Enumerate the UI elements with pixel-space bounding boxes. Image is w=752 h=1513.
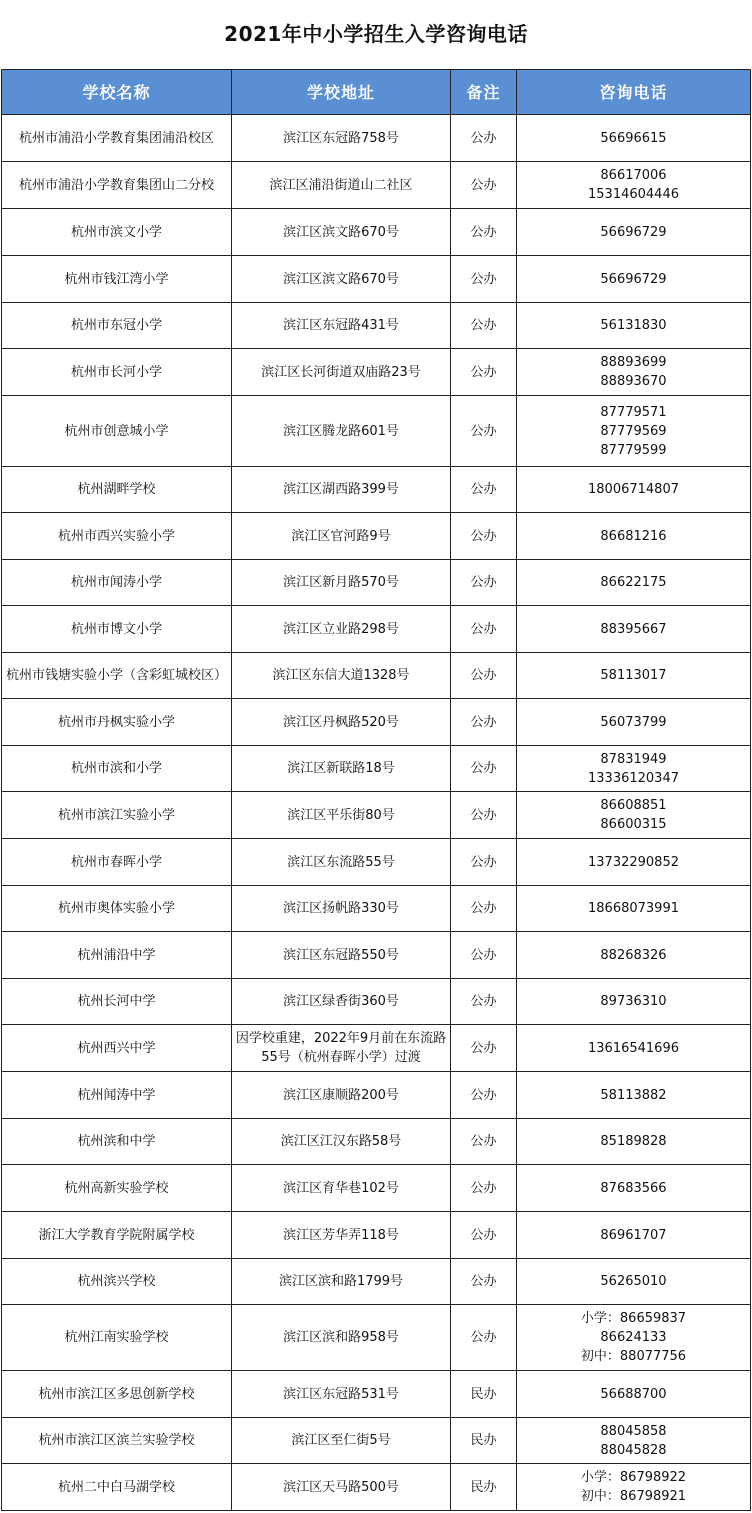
- school-address-cell: [232, 303, 451, 349]
- phone-number: 87779571: [600, 404, 667, 420]
- school-address-line: 滨江区东冠路531号: [283, 1386, 399, 1402]
- school-name-cell: [2, 932, 232, 979]
- school-address-cell: [232, 932, 451, 979]
- school-name-cell: [2, 606, 232, 653]
- phone-number: 13732290852: [588, 854, 679, 870]
- school-name: 杭州市滨和小学: [70, 761, 162, 776]
- header-school-address: 学校地址: [232, 70, 451, 115]
- school-name: 杭州湖畔学校: [77, 482, 156, 497]
- header-school-name: 学校名称: [2, 70, 232, 115]
- note-cell: 公办: [451, 256, 517, 303]
- phone-cell: [517, 792, 751, 839]
- school-name-cell: [2, 560, 232, 606]
- school-address-line: 滨江区天马路500号: [283, 1479, 399, 1495]
- school-address-cell: [232, 560, 451, 606]
- phone-number: 56073799: [600, 714, 667, 730]
- school-name: 杭州市钱江湾小学: [64, 271, 169, 287]
- school-name-cell: [2, 162, 232, 209]
- school-address-line: 滨江区湖西路399号: [283, 482, 399, 497]
- phone-number: 86617006: [600, 168, 667, 183]
- note-cell: 公办: [451, 1025, 517, 1072]
- school-name: 杭州滨和中学: [77, 1134, 156, 1149]
- phone-cell: [517, 1165, 751, 1212]
- school-address-line: 滨江区芳华弄118号: [283, 1227, 399, 1243]
- phone-number: 89736310: [600, 994, 667, 1009]
- school-address-line: 滨江区新联路18号: [287, 761, 395, 776]
- phone-number: 初中：88077756: [580, 1349, 687, 1364]
- school-address-cell: [232, 1025, 451, 1072]
- phone-cell: [517, 886, 751, 932]
- school-address-line: 滨江区绿香街360号: [283, 994, 399, 1009]
- school-name-cell: [2, 1371, 232, 1418]
- school-name: 杭州市滨江区多思创新学校: [38, 1386, 195, 1402]
- school-address-cell: [232, 979, 451, 1025]
- school-name: 杭州市钱塘实验小学（含彩虹城校区）: [5, 668, 227, 683]
- note-cell: 民办: [451, 1464, 517, 1511]
- phone-cell: [517, 1464, 751, 1511]
- school-name-cell: [2, 467, 232, 513]
- phone-number: 87779569: [600, 423, 667, 439]
- phone-number: 87831949: [600, 751, 667, 767]
- table-row: [2, 1371, 751, 1418]
- school-address-cell: [232, 699, 451, 746]
- phone-cell: [517, 513, 751, 560]
- note-cell: 公办: [451, 162, 517, 209]
- phone-number: 86624133: [600, 1330, 667, 1345]
- table-row: [2, 1072, 751, 1119]
- table-row: [2, 1418, 751, 1464]
- school-name-cell: [2, 303, 232, 349]
- phone-number: 18668073991: [588, 901, 679, 916]
- school-address-cell: [232, 256, 451, 303]
- phone-cell: [517, 1212, 751, 1259]
- school-name: 杭州市西兴实验小学: [57, 528, 175, 544]
- phone-number: 58113017: [600, 668, 667, 683]
- school-name-cell: [2, 979, 232, 1025]
- phone-number: 88893699: [600, 355, 667, 370]
- school-name: 杭州市滨文小学: [70, 224, 162, 240]
- phone-number: 58113882: [600, 1087, 667, 1103]
- school-name: 杭州高新实验学校: [64, 1180, 169, 1196]
- note-cell: 公办: [451, 1212, 517, 1259]
- school-name-cell: [2, 1418, 232, 1464]
- school-address-line: 滨江区东信大道1328号: [272, 668, 410, 683]
- school-address-line: 滨江区江汉东路58号: [280, 1134, 402, 1149]
- table-row: [2, 1165, 751, 1212]
- admission-phone-table: [1, 69, 751, 1511]
- table-row: [2, 396, 751, 467]
- phone-number: 86622175: [600, 575, 667, 590]
- school-name: 杭州浦沿中学: [77, 947, 156, 963]
- school-address-cell: [232, 513, 451, 560]
- phone-number: 86600315: [600, 817, 667, 832]
- school-name: 杭州市博文小学: [70, 621, 162, 637]
- note-cell: 公办: [451, 1119, 517, 1165]
- school-address-cell: [232, 1165, 451, 1212]
- note-cell: 民办: [451, 1371, 517, 1418]
- table-row: [2, 1119, 751, 1165]
- school-name: 杭州西兴中学: [77, 1040, 156, 1056]
- school-name: 杭州市滨江实验小学: [57, 807, 175, 823]
- table-row: [2, 162, 751, 209]
- school-address-line: 滨江区腾龙路601号: [283, 423, 399, 439]
- table-row: [2, 886, 751, 932]
- note-cell: 公办: [451, 303, 517, 349]
- school-address-cell: [232, 792, 451, 839]
- school-address-cell: [232, 653, 451, 699]
- school-name-cell: [2, 1259, 232, 1305]
- school-name: 杭州长河中学: [77, 994, 156, 1009]
- school-address-cell: [232, 1259, 451, 1305]
- phone-cell: [517, 396, 751, 467]
- phone-cell: [517, 1371, 751, 1418]
- school-address-line: 滨江区东流路55号: [287, 854, 395, 870]
- phone-cell: [517, 653, 751, 699]
- school-address-cell: [232, 1305, 451, 1371]
- table-row: [2, 467, 751, 513]
- phone-cell: [517, 746, 751, 792]
- note-cell: 公办: [451, 979, 517, 1025]
- phone-cell: [517, 699, 751, 746]
- school-name-cell: [2, 746, 232, 792]
- school-address-line: 因学校重建，2022年9月前在东流路: [235, 1031, 447, 1046]
- school-address-line: 滨江区滨文路670号: [283, 271, 399, 287]
- phone-cell: [517, 162, 751, 209]
- table-row: [2, 1305, 751, 1371]
- school-address-line: 滨江区至仁街5号: [291, 1433, 391, 1448]
- school-name: 杭州市长河小学: [70, 364, 162, 380]
- school-name-cell: [2, 115, 232, 162]
- school-address-line: 滨江区长河街道双庙路23号: [261, 364, 421, 380]
- school-address-line: 滨江区新月路570号: [283, 575, 399, 590]
- table-row: [2, 699, 751, 746]
- note-cell: 公办: [451, 886, 517, 932]
- note-cell: 公办: [451, 792, 517, 839]
- school-address-line: 滨江区扬帆路330号: [283, 901, 399, 916]
- table-row: [2, 560, 751, 606]
- school-name-cell: [2, 1165, 232, 1212]
- school-address-cell: [232, 115, 451, 162]
- school-address-line: 滨江区滨文路670号: [283, 224, 399, 240]
- school-name-cell: [2, 1025, 232, 1072]
- school-address-cell: [232, 1371, 451, 1418]
- phone-cell: [517, 209, 751, 256]
- note-cell: 公办: [451, 746, 517, 792]
- phone-number: 85189828: [600, 1134, 667, 1149]
- school-address-cell: [232, 746, 451, 792]
- phone-number: 13336120347: [588, 770, 679, 786]
- school-name-cell: [2, 1072, 232, 1119]
- note-cell: 公办: [451, 1259, 517, 1305]
- phone-cell: [517, 560, 751, 606]
- school-name-cell: [2, 1305, 232, 1371]
- school-name: 杭州市奥体实验小学: [57, 901, 175, 916]
- school-address-cell: [232, 396, 451, 467]
- table-row: [2, 1212, 751, 1259]
- school-name: 浙江大学教育学院附属学校: [38, 1227, 195, 1243]
- school-address-cell: [232, 606, 451, 653]
- table-row: [2, 1259, 751, 1305]
- school-name: 杭州市丹枫实验小学: [57, 714, 175, 730]
- table-row: [2, 1025, 751, 1072]
- table-row: [2, 653, 751, 699]
- school-address-line: 滨江区康顺路200号: [283, 1087, 399, 1103]
- school-address-line: 滨江区丹枫路520号: [283, 714, 399, 730]
- phone-number: 56696615: [600, 130, 667, 146]
- table-header-row: [2, 70, 751, 115]
- phone-cell: [517, 839, 751, 886]
- school-address-line: 滨江区浦沿街道山二社区: [269, 177, 413, 193]
- school-name-cell: [2, 1119, 232, 1165]
- school-name-cell: [2, 256, 232, 303]
- table-row: [2, 606, 751, 653]
- school-name-cell: [2, 839, 232, 886]
- school-address-cell: [232, 1418, 451, 1464]
- school-address-cell: [232, 839, 451, 886]
- school-name-cell: [2, 513, 232, 560]
- phone-number: 初中：86798921: [580, 1489, 687, 1504]
- phone-cell: [517, 115, 751, 162]
- school-address-cell: [232, 1212, 451, 1259]
- school-address-cell: [232, 1464, 451, 1511]
- phone-number: 88045858: [600, 1423, 667, 1439]
- phone-number: 86608851: [600, 798, 667, 813]
- school-address-line: 滨江区育华巷102号: [283, 1180, 399, 1196]
- phone-cell: [517, 349, 751, 396]
- note-cell: 公办: [451, 560, 517, 606]
- school-name-cell: [2, 886, 232, 932]
- table-body: [2, 115, 751, 1511]
- phone-cell: [517, 303, 751, 349]
- school-address-cell: [232, 1072, 451, 1119]
- school-address-cell: [232, 349, 451, 396]
- school-address-line: 滨江区东冠路431号: [283, 318, 399, 333]
- table-row: [2, 349, 751, 396]
- school-address-line: 滨江区东冠路550号: [283, 947, 399, 963]
- note-cell: 公办: [451, 513, 517, 560]
- phone-cell: [517, 467, 751, 513]
- school-name: 杭州市滨江区滨兰实验学校: [38, 1433, 195, 1448]
- note-cell: 公办: [451, 839, 517, 886]
- note-cell: 公办: [451, 1305, 517, 1371]
- school-address-line: 滨江区滨和路1799号: [278, 1274, 404, 1289]
- school-name-cell: [2, 792, 232, 839]
- note-cell: 公办: [451, 932, 517, 979]
- phone-cell: [517, 1305, 751, 1371]
- phone-cell: [517, 1259, 751, 1305]
- note-cell: 公办: [451, 396, 517, 467]
- phone-cell: [517, 1119, 751, 1165]
- school-name: 杭州江南实验学校: [64, 1330, 169, 1345]
- phone-number: 18006714807: [588, 482, 679, 497]
- phone-cell: [517, 606, 751, 653]
- phone-cell: [517, 979, 751, 1025]
- school-name: 杭州闻涛中学: [77, 1087, 156, 1103]
- phone-number: 88045828: [600, 1442, 667, 1458]
- phone-number: 56265010: [600, 1274, 667, 1289]
- school-address-line: 55号（杭州春晖小学）过渡: [261, 1050, 421, 1065]
- table-row: [2, 115, 751, 162]
- table-row: [2, 932, 751, 979]
- table-row: [2, 792, 751, 839]
- school-address-cell: [232, 162, 451, 209]
- school-address-line: 滨江区平乐街80号: [287, 807, 395, 823]
- phone-number: 小学：86659837: [580, 1311, 687, 1326]
- school-name: 杭州市创意城小学: [64, 423, 169, 439]
- phone-number: 15314604446: [588, 187, 679, 202]
- table-row: [2, 303, 751, 349]
- school-name-cell: [2, 349, 232, 396]
- note-cell: 民办: [451, 1418, 517, 1464]
- school-name: 杭州滨兴学校: [77, 1274, 156, 1289]
- table-row: [2, 746, 751, 792]
- school-name: 杭州市闻涛小学: [70, 575, 162, 590]
- school-name-cell: [2, 1464, 232, 1511]
- phone-number: 88268326: [600, 947, 667, 963]
- header-note: 备注: [451, 70, 517, 115]
- phone-cell: [517, 1025, 751, 1072]
- note-cell: 公办: [451, 653, 517, 699]
- school-name-cell: [2, 699, 232, 746]
- table-row: [2, 839, 751, 886]
- phone-number: 87779599: [600, 442, 667, 458]
- school-address-line: 滨江区滨和路958号: [283, 1330, 399, 1345]
- table-row: [2, 979, 751, 1025]
- phone-cell: [517, 1072, 751, 1119]
- phone-cell: [517, 1418, 751, 1464]
- phone-number: 86681216: [600, 528, 667, 544]
- school-name-cell: [2, 209, 232, 256]
- phone-cell: [517, 256, 751, 303]
- phone-number: 86961707: [600, 1227, 667, 1243]
- table-row: [2, 256, 751, 303]
- school-address-cell: [232, 467, 451, 513]
- note-cell: 公办: [451, 115, 517, 162]
- note-cell: 公办: [451, 1165, 517, 1212]
- phone-number: 小学：86798922: [580, 1470, 687, 1485]
- school-name-cell: [2, 653, 232, 699]
- note-cell: 公办: [451, 699, 517, 746]
- phone-number: 13616541696: [588, 1040, 679, 1056]
- phone-number: 56696729: [600, 224, 667, 240]
- page-title: 2021年中小学招生入学咨询电话: [224, 22, 528, 46]
- phone-number: 56131830: [600, 318, 667, 333]
- school-name-cell: [2, 1212, 232, 1259]
- school-address-cell: [232, 886, 451, 932]
- phone-number: 88893670: [600, 374, 667, 389]
- school-address-line: 滨江区官河路9号: [291, 528, 391, 544]
- note-cell: 公办: [451, 606, 517, 653]
- school-name-cell: [2, 396, 232, 467]
- header-phone: 咨询电话: [517, 70, 751, 115]
- phone-number: 87683566: [600, 1180, 667, 1196]
- school-address-line: 滨江区立业路298号: [283, 621, 399, 637]
- table-row: [2, 209, 751, 256]
- school-address-line: 滨江区东冠路758号: [283, 130, 399, 146]
- phone-number: 88395667: [600, 621, 667, 637]
- school-name: 杭州市浦沿小学教育集团浦沿校区: [18, 130, 214, 146]
- note-cell: 公办: [451, 349, 517, 396]
- school-address-cell: [232, 1119, 451, 1165]
- phone-number: 56696729: [600, 271, 667, 287]
- school-name: 杭州市浦沿小学教育集团山二分校: [18, 177, 214, 193]
- note-cell: 公办: [451, 1072, 517, 1119]
- note-cell: 公办: [451, 209, 517, 256]
- table-row: [2, 1464, 751, 1511]
- note-cell: 公办: [451, 467, 517, 513]
- school-name: 杭州市东冠小学: [70, 318, 162, 333]
- school-address-cell: [232, 209, 451, 256]
- school-name: 杭州市春晖小学: [70, 854, 162, 870]
- phone-cell: [517, 932, 751, 979]
- school-name: 杭州二中白马湖学校: [57, 1479, 175, 1495]
- table-row: [2, 513, 751, 560]
- phone-number: 56688700: [600, 1386, 667, 1402]
